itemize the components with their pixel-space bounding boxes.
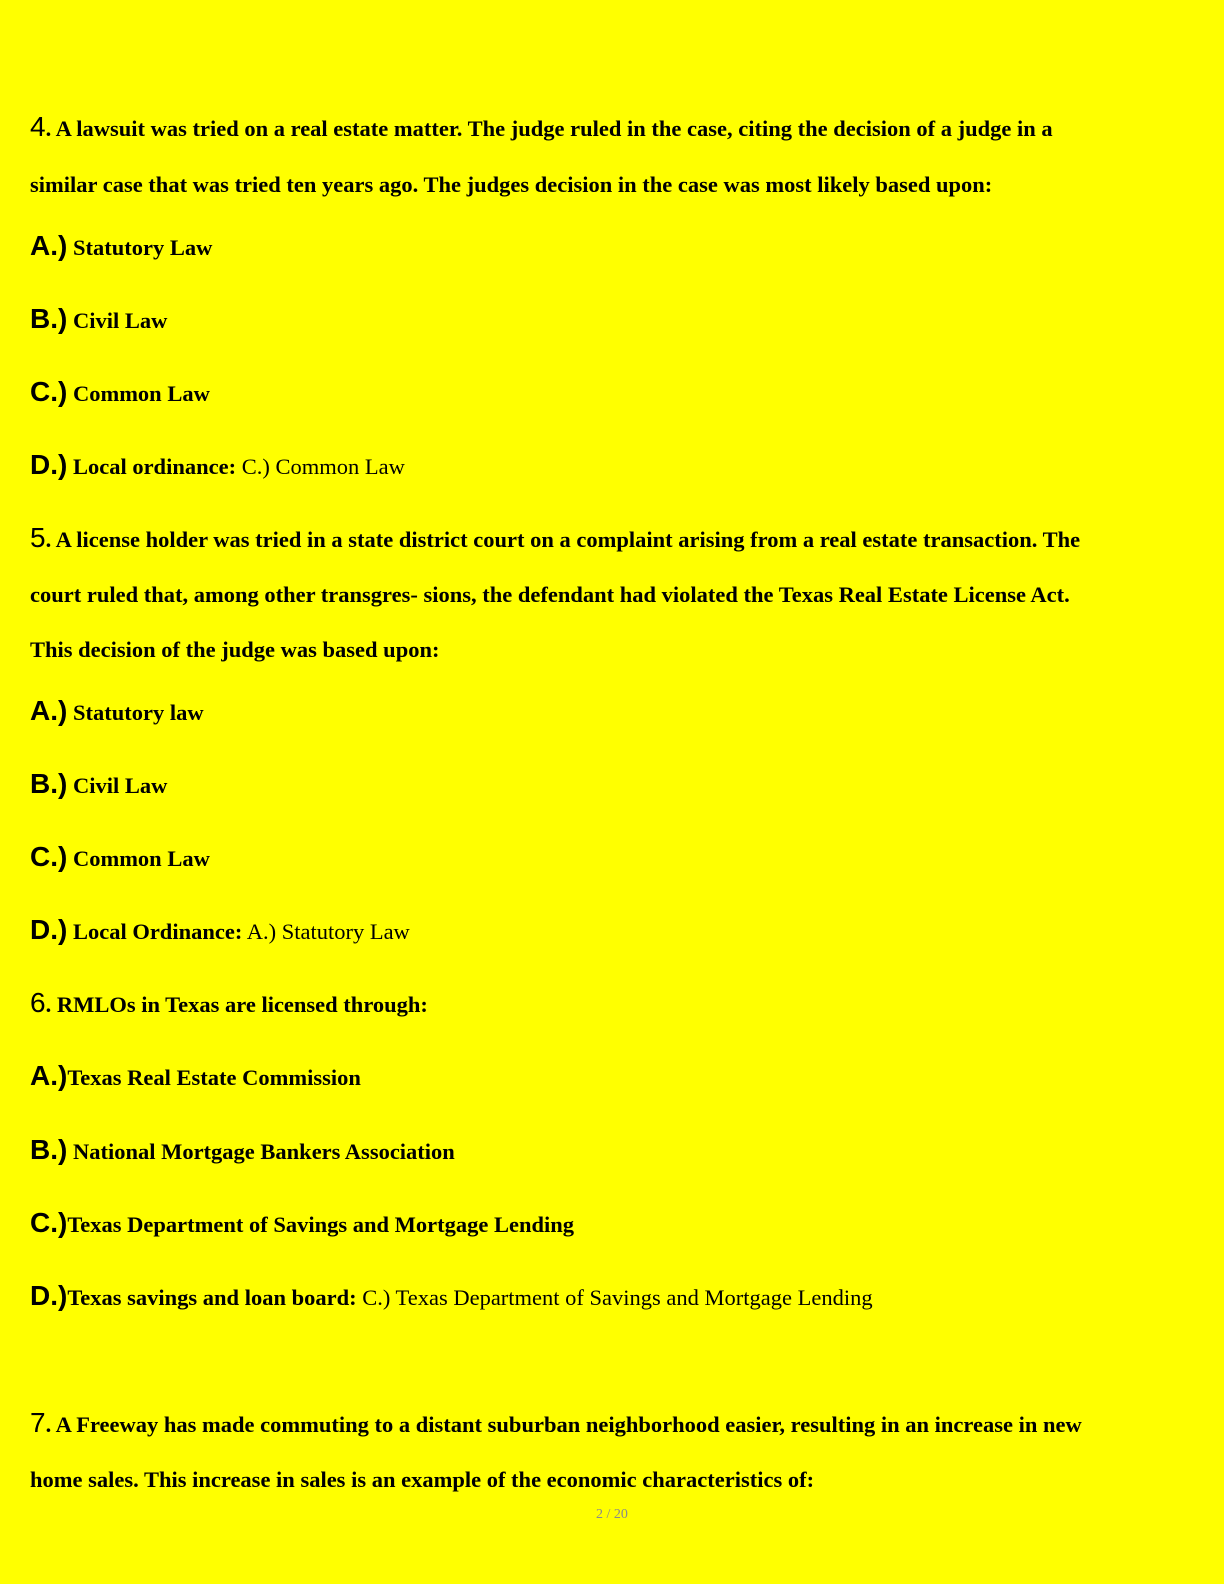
answer-text: C.) Common Law bbox=[241, 454, 405, 479]
option-b bbox=[30, 769, 167, 801]
option-a bbox=[30, 1061, 361, 1093]
question-number: 5 bbox=[30, 522, 46, 553]
option-text: Texas Department of Savings and Mortgage Lending bbox=[67, 1212, 575, 1237]
option-text: Civil Law bbox=[72, 773, 168, 798]
option-letter: C.) bbox=[30, 1207, 68, 1238]
option-c bbox=[30, 1208, 574, 1240]
option-letter: A.) bbox=[30, 1060, 68, 1091]
option-text: Common Law bbox=[72, 846, 210, 871]
question-number: 4 bbox=[30, 111, 46, 142]
option-letter: D.) bbox=[30, 1280, 68, 1311]
option-b bbox=[30, 304, 167, 336]
option-text: Common Law bbox=[72, 381, 210, 406]
option-text: National Mortgage Bankers Association bbox=[72, 1139, 455, 1164]
question-4-line-1: 4. A lawsuit was tried on a real estate matter. The judge ruled in the case, citing the decision of a judge in a bbox=[30, 111, 1053, 142]
option-text: Local ordinance: bbox=[72, 454, 237, 479]
option-a bbox=[30, 231, 212, 263]
option-text: Statutory law bbox=[72, 700, 204, 725]
question-5-line-1: 5. A license holder was tried in a state district court on a complaint arising from a real estate transaction. The bbox=[30, 522, 1081, 553]
option-letter: A.) bbox=[30, 230, 68, 261]
option-c bbox=[30, 377, 210, 409]
option-letter: B.) bbox=[30, 303, 68, 334]
question-number: 6 bbox=[30, 987, 46, 1018]
option-text: Statutory Law bbox=[72, 235, 213, 260]
question-text: A lawsuit was tried on a real estate matter. The judge ruled in the case, citing the decision of a judge in a bbox=[55, 116, 1053, 141]
answer-text: C.) Texas Department of Savings and Mortgage Lending bbox=[362, 1285, 873, 1310]
question-7-line-2: home sales. This increase in sales is an example of the economic characteristics of: bbox=[30, 1467, 815, 1492]
answer-text: A.) Statutory Law bbox=[246, 919, 410, 944]
option-b bbox=[30, 1135, 455, 1167]
option-letter: B.) bbox=[30, 768, 68, 799]
option-text: Texas Real Estate Commission bbox=[67, 1065, 361, 1090]
question-4-line-2: similar case that was tried ten years ago. The judges decision in the case was most likely based upon: bbox=[30, 172, 993, 197]
question-text: A Freeway has made commuting to a distant suburban neighborhood easier, resulting in an increase in new bbox=[55, 1412, 1082, 1437]
option-letter: C.) bbox=[30, 841, 68, 872]
option-letter: A.) bbox=[30, 695, 68, 726]
question-text: A license holder was tried in a state district court on a complaint arising from a real estate transaction. The bbox=[55, 527, 1081, 552]
option-letter: D.) bbox=[30, 914, 68, 945]
option-c bbox=[30, 842, 210, 874]
option-letter: C.) bbox=[30, 376, 68, 407]
option-text: Local Ordinance: bbox=[72, 919, 243, 944]
question-5-line-3: This decision of the judge was based upon: bbox=[30, 637, 440, 662]
option-d bbox=[30, 1281, 873, 1313]
question-6-line-1: 6. RMLOs in Texas are licensed through: bbox=[30, 987, 428, 1018]
option-d bbox=[30, 450, 405, 482]
question-5-line-2: court ruled that, among other transgres- sions, the defendant had violated the Texas Real Estate License Act. bbox=[30, 582, 1070, 607]
option-a bbox=[30, 696, 204, 728]
question-number: 7 bbox=[30, 1407, 46, 1438]
page-number: 2 / 20 bbox=[596, 1507, 628, 1522]
option-text: Texas savings and loan board: bbox=[67, 1285, 357, 1310]
option-text: Civil Law bbox=[72, 308, 168, 333]
option-d bbox=[30, 915, 410, 947]
option-letter: D.) bbox=[30, 449, 68, 480]
question-7-line-1: 7. A Freeway has made commuting to a distant suburban neighborhood easier, resulting in an increase in new bbox=[30, 1407, 1082, 1438]
question-text: RMLOs in Texas are licensed through: bbox=[56, 992, 428, 1017]
option-letter: B.) bbox=[30, 1134, 68, 1165]
